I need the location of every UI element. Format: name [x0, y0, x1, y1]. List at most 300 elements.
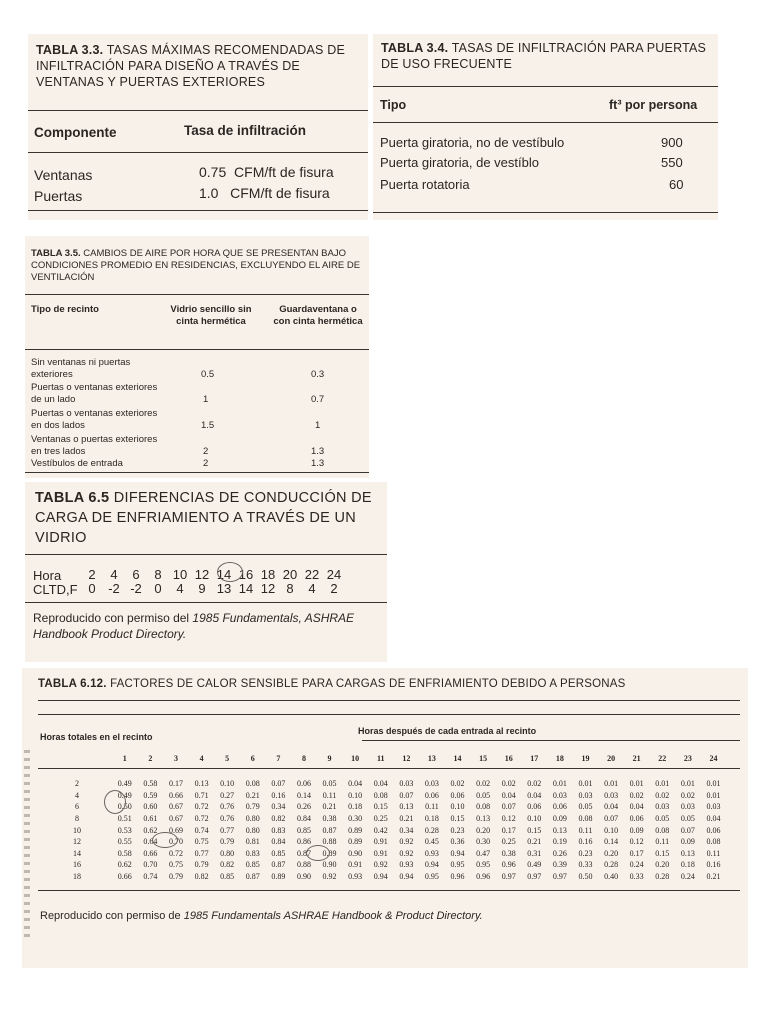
factor-cell: 0.79 [245, 802, 260, 812]
factor-cell: 0.61 [143, 814, 158, 824]
factor-cell: 0.07 [501, 802, 516, 812]
factor-cell: 0.74 [143, 872, 158, 882]
factor-cell: 0.05 [680, 814, 695, 824]
factor-cell: 0.04 [527, 790, 542, 800]
hour-cell: 8 [154, 567, 162, 582]
row-label-cltd: CLTD,F [33, 582, 78, 597]
factor-cell: 0.77 [220, 825, 235, 835]
hour-cell: 22 [304, 567, 320, 582]
factor-cell: 0.06 [629, 814, 644, 824]
factor-cell: 0.79 [168, 872, 183, 882]
factor-cell: 0.02 [629, 790, 644, 800]
column-number: 20 [607, 754, 616, 763]
row-label: Vestíbulos de entrada [31, 458, 123, 469]
divider [25, 294, 369, 295]
factor-cell: 0.75 [194, 837, 209, 847]
factor-cell: 0.23 [450, 825, 465, 835]
factor-cell: 0.03 [424, 779, 439, 789]
factor-cell: 0.01 [552, 779, 567, 789]
factor-cell: 0.16 [706, 860, 721, 870]
factor-cell: 0.34 [399, 825, 414, 835]
column-number: 16 [504, 754, 513, 763]
total-hours-cell: 2 [75, 779, 79, 789]
factor-cell: 0.36 [450, 837, 465, 847]
divider [373, 86, 718, 87]
factor-cell: 0.10 [604, 825, 619, 835]
row-label-hora: Hora [33, 568, 62, 583]
cltd-cell: 9 [198, 581, 206, 596]
factor-cell: 0.20 [655, 860, 670, 870]
factor-cell: 0.03 [604, 790, 619, 800]
factor-cell: 0.62 [117, 860, 132, 870]
column-number: 22 [658, 754, 667, 763]
factor-cell: 0.58 [117, 848, 132, 858]
column-number: 23 [683, 754, 692, 763]
total-hours-cell: 4 [75, 790, 79, 800]
column-number: 2 [148, 754, 153, 763]
factor-cell: 0.03 [655, 802, 670, 812]
factor-cell: 0.91 [348, 860, 363, 870]
factor-cell: 0.01 [706, 790, 721, 800]
table-title: DIFERENCIAS DE CONDUCCIÓN DE CARGA DE ENFRIAMIENTO A TRAVÉS DE UN VIDRIO [35, 490, 372, 546]
table-caption [36, 42, 366, 90]
hour-cell: 16 [238, 567, 254, 582]
factor-cell: 0.84 [296, 814, 311, 824]
column-header-type: Tipo [380, 98, 407, 112]
factor-cell: 0.03 [552, 790, 567, 800]
column-header-component: Componente [34, 125, 117, 140]
factor-cell: 0.89 [271, 872, 286, 882]
table-row [42, 778, 726, 790]
factor-cell: 0.95 [476, 860, 491, 870]
factor-cell: 0.67 [168, 814, 183, 824]
column-number: 18 [555, 754, 564, 763]
table-number: TABLA 6.5 [35, 490, 110, 506]
factor-cell: 0.07 [680, 825, 695, 835]
factor-cell: 0.85 [245, 860, 260, 870]
factor-cell: 0.90 [348, 848, 363, 858]
factor-cell: 0.93 [424, 848, 439, 858]
factor-cell: 0.45 [424, 837, 439, 847]
table-number: TABLA 6.12. [38, 678, 107, 690]
factor-cell: 0.21 [527, 837, 542, 847]
factor-cell: 0.49 [117, 779, 132, 789]
column-number: 12 [402, 754, 411, 763]
factor-cell: 0.93 [399, 860, 414, 870]
factor-cell: 0.97 [527, 872, 542, 882]
table-title: TASAS DE INFILTRACIÓN PARA PUERTAS DE USO FRECUENTE [381, 41, 707, 71]
factor-cell: 0.04 [501, 790, 516, 800]
total-hours-cell: 6 [75, 802, 79, 812]
factor-cell: 0.10 [348, 790, 363, 800]
table-title: CAMBIOS DE AIRE POR HORA QUE SE PRESENTAN BAJO CONDICIONES PROMEDIO EN RESIDENCIAS, EXCLUYENDO EL AIRE DE VENTILACIÓN [31, 248, 361, 283]
source-note-text: Reproducido con permiso del [33, 611, 193, 625]
cltd-cell: 8 [286, 581, 294, 596]
factor-cell: 0.28 [424, 825, 439, 835]
factor-cell: 0.06 [706, 825, 721, 835]
cltd-cell: 4 [308, 581, 316, 596]
divider [25, 349, 369, 350]
factor-cell: 0.97 [501, 872, 516, 882]
hour-cell: 18 [260, 567, 276, 582]
factor-cell: 0.01 [680, 779, 695, 789]
table-caption [38, 678, 626, 690]
divider [38, 714, 740, 715]
factor-cell: 0.08 [373, 790, 388, 800]
factor-cell: 0.86 [296, 837, 311, 847]
factor-cell: 0.07 [399, 790, 414, 800]
cltd-cell: -2 [108, 581, 120, 596]
factor-cell: 0.92 [399, 848, 414, 858]
factor-cell: 0.01 [578, 779, 593, 789]
table-number: TABLA 3.4. [381, 41, 449, 55]
factor-cell: 0.21 [245, 790, 260, 800]
factor-cell: 0.04 [373, 779, 388, 789]
factor-cell: 0.02 [655, 790, 670, 800]
row-value: 1.3 [311, 458, 325, 469]
factor-cell: 0.07 [604, 814, 619, 824]
factor-cell: 0.16 [271, 790, 286, 800]
factor-cell: 0.02 [501, 779, 516, 789]
row-value: 1.5 [201, 420, 215, 431]
table-number: TABLA 3.3. [36, 43, 104, 57]
hour-cell: 20 [282, 567, 298, 582]
table-row [42, 859, 726, 871]
hour-cell: 10 [172, 567, 188, 582]
factor-cell: 0.85 [271, 848, 286, 858]
cltd-cell: 12 [260, 581, 276, 596]
factor-cell: 0.88 [322, 837, 337, 847]
row-label: Puertas o ventanas exteriores [31, 382, 158, 393]
factor-cell: 0.66 [117, 872, 132, 882]
hour-cell: 6 [132, 567, 140, 582]
row-label: Ventanas o puertas exteriores [31, 434, 158, 445]
factor-cell: 0.79 [194, 860, 209, 870]
factor-cell: 0.34 [271, 802, 286, 812]
header-hours-after: Horas después de cada entrada al recinto [358, 726, 537, 736]
factor-cell: 0.04 [348, 779, 363, 789]
factor-cell: 0.74 [194, 825, 209, 835]
factor-cell: 0.13 [552, 825, 567, 835]
factor-cell: 0.92 [322, 872, 337, 882]
factor-cell: 0.40 [604, 872, 619, 882]
divider [25, 602, 387, 603]
divider [28, 210, 368, 211]
pen-circle-mark [152, 832, 178, 848]
factor-cell: 0.06 [424, 790, 439, 800]
factor-cell: 0.72 [194, 814, 209, 824]
factor-cell: 0.89 [322, 848, 337, 858]
row-label: en tres lados [31, 446, 86, 457]
column-header-single-glass: Vidrio sencillo sin cinta hermética [170, 304, 252, 327]
factor-cell: 0.14 [604, 837, 619, 847]
factor-cell: 0.30 [348, 814, 363, 824]
row-type: Puerta giratoria, de vestíblo [380, 155, 539, 170]
divider [373, 122, 718, 123]
factor-cell: 0.25 [373, 814, 388, 824]
factor-cell: 0.33 [629, 872, 644, 882]
factor-cell: 0.49 [527, 860, 542, 870]
cltd-cell: 0 [154, 581, 162, 596]
factor-cell: 0.76 [220, 802, 235, 812]
factor-cell: 0.21 [399, 814, 414, 824]
factor-cell: 0.11 [322, 790, 337, 800]
factor-cell: 0.76 [220, 814, 235, 824]
factor-cell: 0.17 [501, 825, 516, 835]
row-value: 2 [203, 458, 209, 469]
factor-cell: 0.81 [245, 837, 260, 847]
factor-cell: 0.94 [424, 860, 439, 870]
row-component: Puertas [34, 188, 83, 204]
factor-cell: 0.38 [501, 848, 516, 858]
factor-cell: 0.12 [629, 837, 644, 847]
total-hours-cell: 12 [73, 837, 81, 847]
row-label: en dos lados [31, 420, 85, 431]
factor-cell: 0.08 [476, 802, 491, 812]
factor-cell: 0.04 [604, 802, 619, 812]
factor-cell: 0.84 [271, 837, 286, 847]
row-value: 0.5 [201, 369, 215, 380]
factor-cell: 0.39 [552, 860, 567, 870]
factor-cell: 0.01 [706, 779, 721, 789]
row-rate: 1.0 CFM/ft de fisura [199, 185, 330, 201]
factor-cell: 0.82 [220, 860, 235, 870]
factor-cell: 0.94 [373, 872, 388, 882]
table-number: TABLA 3.5. [31, 248, 81, 259]
factor-cell: 0.13 [399, 802, 414, 812]
factor-cell: 0.96 [450, 872, 465, 882]
factor-cell: 0.83 [245, 848, 260, 858]
factor-cell: 0.62 [143, 825, 158, 835]
factor-cell: 0.16 [578, 837, 593, 847]
source-note-text: Reproducido con permiso de [40, 910, 184, 922]
factor-cell: 0.23 [578, 848, 593, 858]
factor-cell: 0.50 [578, 872, 593, 882]
factor-cell: 0.24 [629, 860, 644, 870]
factor-cell: 0.28 [604, 860, 619, 870]
column-header-room-type: Tipo de recinto [31, 304, 99, 315]
pen-circle-mark [104, 790, 126, 814]
factor-cell: 0.95 [450, 860, 465, 870]
cltd-cell: 0 [88, 581, 96, 596]
factor-cell: 0.02 [527, 779, 542, 789]
factor-cell: 0.70 [168, 837, 183, 847]
table-3-5 [25, 236, 369, 478]
factor-cell: 0.33 [578, 860, 593, 870]
factor-cell: 0.11 [655, 837, 670, 847]
factor-cell: 0.09 [680, 837, 695, 847]
table-3-3 [28, 34, 368, 220]
row-value: 60 [669, 177, 684, 192]
column-header-rate: Tasa de infiltración [184, 123, 307, 138]
column-number: 10 [351, 754, 360, 763]
factor-cell: 0.15 [450, 814, 465, 824]
row-value: 0.3 [311, 369, 325, 380]
column-number: 19 [581, 754, 590, 763]
table-row [42, 848, 726, 860]
factor-cell: 0.82 [271, 814, 286, 824]
factor-cell: 0.07 [271, 779, 286, 789]
factor-cell: 0.89 [348, 825, 363, 835]
factor-cell: 0.09 [629, 825, 644, 835]
column-number: 24 [709, 754, 718, 763]
factor-cell: 0.31 [527, 848, 542, 858]
factor-cell: 0.64 [143, 837, 158, 847]
factor-cell: 0.19 [552, 837, 567, 847]
margin-marks [24, 750, 30, 940]
table-3-4 [373, 34, 718, 220]
factor-cell: 0.05 [476, 790, 491, 800]
hour-cell: 12 [194, 567, 210, 582]
row-label: Sin ventanas ni puertas [31, 357, 131, 368]
factor-cell: 0.01 [629, 779, 644, 789]
column-number: 4 [199, 754, 204, 763]
factor-cell: 0.03 [680, 802, 695, 812]
factor-cell: 0.59 [143, 790, 158, 800]
factor-cell: 0.02 [476, 779, 491, 789]
factor-cell: 0.13 [194, 779, 209, 789]
factor-cell: 0.94 [399, 872, 414, 882]
total-hours-cell: 16 [73, 860, 81, 870]
pen-circle-mark [306, 845, 330, 861]
factor-cell: 0.38 [322, 814, 337, 824]
factor-cell: 0.97 [552, 872, 567, 882]
table-6-5 [25, 482, 387, 662]
hour-cell: 2 [88, 567, 96, 582]
cltd-values [81, 580, 345, 598]
factor-cell: 0.90 [296, 872, 311, 882]
factor-cell: 0.80 [245, 825, 260, 835]
factor-cell: 0.53 [117, 825, 132, 835]
factor-cell: 0.06 [552, 802, 567, 812]
table-6-12 [22, 668, 748, 968]
row-value: 0.7 [311, 394, 325, 405]
row-value: 2 [203, 446, 209, 457]
factor-cell: 0.83 [271, 825, 286, 835]
factor-cell: 0.11 [425, 802, 439, 812]
table-row [42, 824, 726, 836]
factor-cell: 0.15 [373, 802, 388, 812]
factor-cell: 0.10 [450, 802, 465, 812]
factors-table [42, 778, 726, 882]
table-title: TASAS MÁXIMAS RECOMENDADAS DE INFILTRACIÓN PARA DISEÑO A TRAVÉS DE VENTANAS Y PUERTAS EXTERIORES [36, 43, 345, 89]
total-hours-cell: 18 [73, 872, 81, 882]
total-hours-cell: 14 [73, 848, 81, 858]
factor-cell: 0.87 [245, 872, 260, 882]
table-caption [31, 248, 367, 284]
factor-cell: 0.72 [168, 848, 183, 858]
factor-cell: 0.04 [706, 814, 721, 824]
factor-cell: 0.55 [117, 837, 132, 847]
factor-cell: 0.08 [706, 837, 721, 847]
factor-cell: 0.24 [680, 872, 695, 882]
factor-cell: 0.49 [117, 790, 132, 800]
factor-cell: 0.96 [501, 860, 516, 870]
table-title: FACTORES DE CALOR SENSIBLE PARA CARGAS DE ENFRIAMIENTO DEBIDO A PERSONAS [110, 678, 626, 690]
factor-cell: 0.18 [680, 860, 695, 870]
cltd-cell: 2 [330, 581, 338, 596]
factor-cell: 0.82 [194, 872, 209, 882]
factor-cell: 0.14 [296, 790, 311, 800]
factor-cell: 0.91 [373, 837, 388, 847]
divider [25, 554, 387, 555]
row-label: exteriores [31, 369, 73, 380]
row-value: 900 [661, 135, 683, 150]
factor-cell: 0.79 [220, 837, 235, 847]
factor-cell: 0.10 [220, 779, 235, 789]
factor-cell: 0.11 [706, 848, 721, 858]
factor-cell: 0.92 [399, 837, 414, 847]
table-row [42, 871, 726, 883]
divider [25, 472, 369, 473]
factor-cell: 0.88 [296, 860, 311, 870]
factor-cell: 0.05 [322, 779, 337, 789]
divider [362, 740, 740, 741]
factor-cell: 0.77 [194, 848, 209, 858]
factor-cell: 0.08 [578, 814, 593, 824]
factor-cell: 0.13 [476, 814, 491, 824]
factor-cell: 0.03 [399, 779, 414, 789]
factor-cell: 0.85 [220, 872, 235, 882]
column-number: 8 [301, 754, 306, 763]
factor-cell: 0.17 [629, 848, 644, 858]
row-component: Ventanas [34, 167, 93, 183]
divider [373, 212, 718, 213]
factor-cell: 0.67 [168, 802, 183, 812]
factor-cell: 0.91 [373, 848, 388, 858]
factor-cell: 0.03 [578, 790, 593, 800]
factor-cell: 0.21 [706, 872, 721, 882]
row-rate: 0.75 CFM/ft de fisura [199, 164, 334, 180]
factor-cell: 0.58 [143, 779, 158, 789]
row-label: de un lado [31, 394, 76, 405]
column-number: 17 [530, 754, 539, 763]
factor-cell: 0.06 [527, 802, 542, 812]
table-caption [35, 488, 383, 548]
source-note [33, 610, 383, 642]
factor-cell: 0.20 [604, 848, 619, 858]
factor-cell: 0.69 [168, 825, 183, 835]
factor-cell: 0.72 [194, 802, 209, 812]
factor-cell: 0.21 [322, 802, 337, 812]
row-value: 1 [203, 394, 209, 405]
factor-cell: 0.08 [655, 825, 670, 835]
factor-cell: 0.92 [373, 860, 388, 870]
factor-cell: 0.18 [424, 814, 439, 824]
row-type: Puerta giratoria, no de vestíbulo [380, 135, 565, 150]
total-hours-cell: 10 [73, 825, 81, 835]
table-row [42, 801, 726, 813]
row-value: 1 [315, 420, 321, 431]
factor-cell: 0.18 [348, 802, 363, 812]
factor-cell: 0.06 [296, 779, 311, 789]
pen-circle-mark [217, 562, 243, 582]
factor-cell: 0.25 [501, 837, 516, 847]
row-label: Puertas o ventanas exteriores [31, 408, 158, 419]
source-note-italic: 1985 Fundamentals ASHRAE Handbook & Product Directory. [183, 910, 483, 922]
factor-cell: 0.01 [655, 779, 670, 789]
column-numbers [112, 754, 726, 763]
factor-cell: 0.04 [629, 802, 644, 812]
factor-cell: 0.10 [527, 814, 542, 824]
table-caption [381, 40, 711, 72]
factor-cell: 0.15 [527, 825, 542, 835]
divider [38, 700, 740, 701]
factor-cell: 0.96 [476, 872, 491, 882]
source-note-italic: 1985 Fundamentals, ASHRAE Handbook Product Directory. [33, 611, 355, 641]
factor-cell: 0.93 [348, 872, 363, 882]
factor-cell: 0.27 [220, 790, 235, 800]
